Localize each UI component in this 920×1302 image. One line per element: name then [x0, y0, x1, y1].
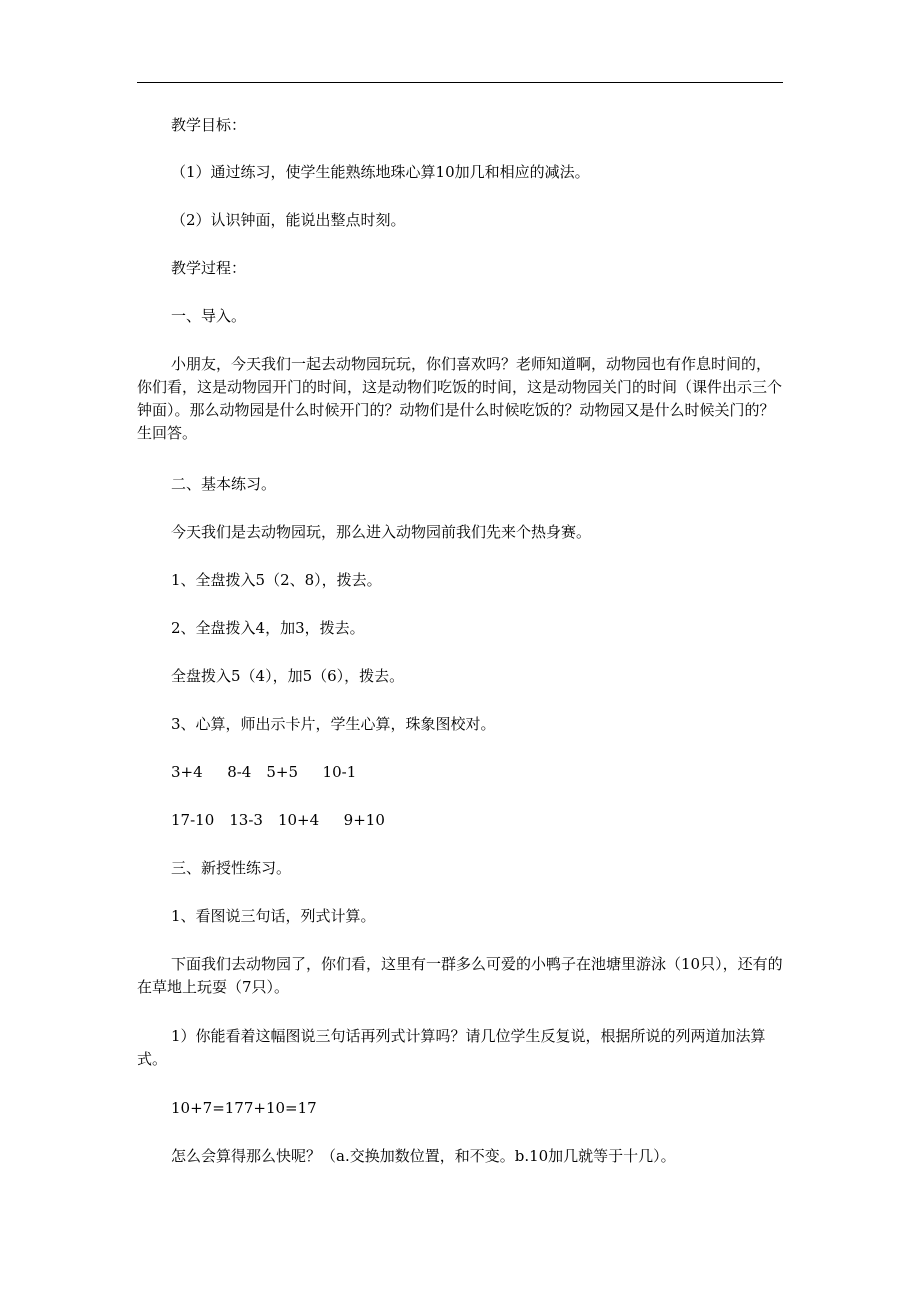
explanation-line: 怎么会算得那么快呢？（a.交换加数位置，和不变。b.10加几就等于十几）。 [171, 1147, 676, 1165]
intro-paragraph: 小朋友，今天我们一起去动物园玩玩，你们喜欢吗？老师知道啊，动物园也有作息时间的，你们看，这是动物园开门的时间，这是动物们吃饭的时间，这是动物园关门的时间（课件出示三个钟面）。那么动物园是什么时候开门的？动物们是什么时候吃饭的？动物园又是什么时候关门的？生回答。 [137, 355, 783, 442]
heading-teaching-process: 教学过程： [171, 259, 247, 277]
section-heading-new-practice: 三、新授性练习。 [171, 859, 292, 877]
duck-scene-paragraph: 下面我们去动物园了，你们看，这里有一群多么可爱的小鸭子在池塘里游泳（10只），还有的在草地上玩耍（7只）。 [137, 955, 783, 996]
header-rule [137, 82, 783, 83]
section-heading-basic-practice: 二、基本练习。 [171, 475, 277, 493]
heading-teaching-goals: 教学目标： [171, 116, 247, 134]
section-heading-intro: 一、导入。 [171, 307, 247, 325]
goal-item-2: （2）认识钟面，能说出整点时刻。 [171, 211, 406, 229]
exercise-2: 2、全盘拨入4，加3，拨去。 [171, 619, 365, 637]
equation-line: 10+7=177+10=17 [171, 1099, 317, 1117]
mental-math-row-2: 17-10 13-3 10+4 9+10 [171, 811, 385, 829]
exercise-1: 1、全盘拨入5（2、8），拨去。 [171, 571, 382, 589]
mental-math-row-1: 3+4 8-4 5+5 10-1 [171, 763, 357, 781]
exercise-3: 3、心算，师出示卡片，学生心算，珠象图校对。 [171, 715, 496, 733]
basic-practice-intro: 今天我们是去动物园玩，那么进入动物园前我们先来个热身赛。 [171, 523, 592, 541]
goal-item-1: （1）通过练习，使学生能熟练地珠心算10加几和相应的减法。 [171, 163, 590, 181]
question-paragraph: 1）你能看着这幅图说三句话再列式计算吗？请几位学生反复说，根据所说的列两道加法算式。 [137, 1027, 766, 1068]
exercise-2b: 全盘拨入5（4），加5（6），拨去。 [171, 667, 405, 685]
new-practice-item-1: 1、看图说三句话，列式计算。 [171, 907, 376, 925]
